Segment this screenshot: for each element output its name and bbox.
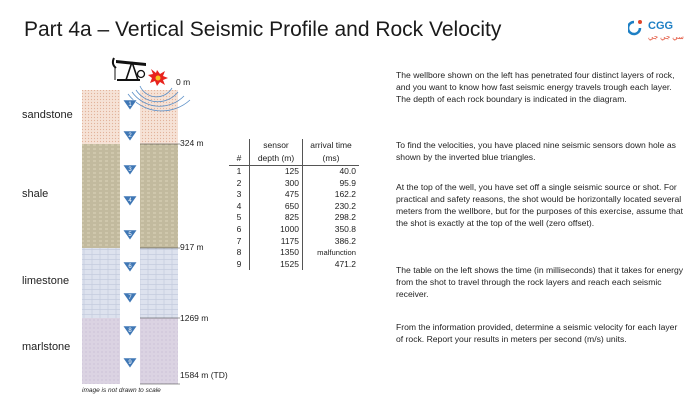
paragraph-task: From the information provided, determine a seismic velocity for each layer of rock. Report your results in meters per second (m/s) units. — [396, 322, 678, 344]
paragraph-sensors: To find the velocities, you have placed nine seismic sensors down hole as shown by the inverted blue triangles. — [396, 140, 676, 162]
table-row: 7 1175 386.2 — [229, 236, 359, 248]
paragraph-shot: At the top of the well, you have set off a single seismic source or shot. For practical and safety reasons, the shot would be horizontally located several meters from the wellbore, but for the purposes of this exercise, assume that the shot is exactly at the top of the well (zero offset). — [396, 182, 684, 228]
table-row: 2 300 95.9 — [229, 178, 359, 190]
layer-label-marlstone: marlstone — [22, 341, 71, 353]
header-time-line2: (ms) — [303, 152, 360, 166]
scale-note: image is not drawn to scale — [82, 387, 161, 394]
layer-label-shale: shale — [22, 188, 49, 200]
pump-jack-icon — [113, 58, 146, 80]
header-num: # — [229, 152, 250, 166]
table-row: 8 1350 malfunction — [229, 247, 359, 259]
depth-label-surface: 0 m — [176, 77, 191, 87]
page-title: Part 4a – Vertical Seismic Profile and Rock Velocity — [24, 18, 502, 41]
well-diagram — [0, 50, 240, 407]
svg-text:4: 4 — [128, 198, 132, 204]
svg-text:5: 5 — [128, 232, 132, 238]
depth-label-boundary-1: 324 m — [180, 138, 204, 148]
well-diagram-svg — [0, 50, 240, 407]
logo-text: CGG — [648, 20, 674, 32]
header-depth-line1: sensor — [250, 139, 303, 152]
header-depth-line2: depth (m) — [250, 152, 303, 166]
svg-text:1: 1 — [128, 102, 132, 108]
table-row: 3 475 162.2 — [229, 189, 359, 201]
table-row: 5 825 298.2 — [229, 212, 359, 224]
svg-text:8: 8 — [128, 328, 132, 334]
paragraph-intro: The wellbore shown on the left has penetrated four distinct layers of rock, and you want to know how fast seismic energy travels trough each layer. The depth of each rock boundary is indicated in the diagram. — [396, 70, 675, 104]
paragraph-table: The table on the left shows the time (in milliseconds) that it takes for energy from the shot to travel through the rock layers and reach each seismic receiver. — [396, 265, 684, 299]
depth-label-boundary-2: 917 m — [180, 242, 204, 252]
arrival-time-table — [229, 139, 359, 270]
logo-subtext: سي جي جي — [648, 34, 684, 41]
depth-label-total-depth: 1584 m (TD) — [180, 370, 228, 380]
svg-text:3: 3 — [128, 167, 132, 173]
table-row: 9 1525 471.2 — [229, 259, 359, 271]
table-row: 6 1000 350.8 — [229, 224, 359, 236]
svg-text:9: 9 — [128, 360, 132, 366]
layer-label-limestone: limestone — [22, 275, 70, 287]
table-row: 1 125 40.0 — [229, 166, 359, 178]
layer-label-sandstone: sandstone — [22, 109, 73, 121]
depth-label-boundary-3: 1269 m — [180, 313, 209, 323]
table-row: 4 650 230.2 — [229, 201, 359, 213]
svg-text:2: 2 — [128, 133, 132, 139]
shot-explosion-icon — [148, 69, 168, 86]
header-time-line1: arrival time — [310, 140, 352, 150]
svg-text:6: 6 — [128, 264, 132, 270]
svg-text:7: 7 — [128, 295, 132, 301]
